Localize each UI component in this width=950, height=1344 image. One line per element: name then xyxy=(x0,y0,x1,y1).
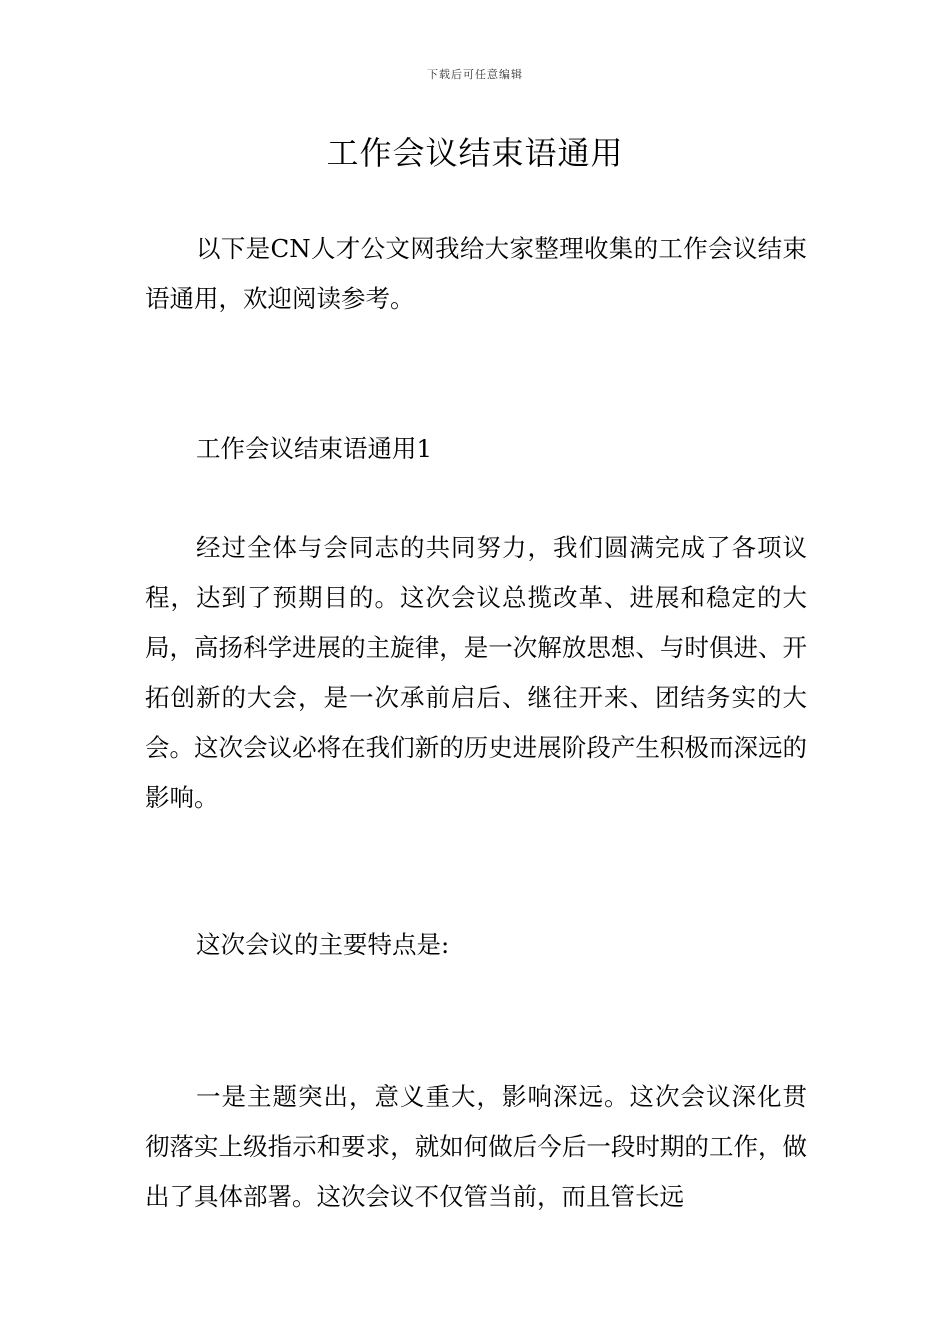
body-paragraph-2: 这次会议的主要特点是: xyxy=(196,930,450,959)
section-heading: 工作会议结束语通用1 xyxy=(196,434,433,463)
header-note: 下载后可任意编辑 xyxy=(427,68,523,81)
body-paragraph-1: 经过全体与会同志的共同努力，我们圆满完成了各项议程，达到了预期目的。这次会议总揽改革、进展和稳定的大局，高扬科学进展的主旋律，是一次解放思想、与时俱进、开拓创新的大会，是一次承前启后、继往开来、团结务实的大会。这次会议必将在我们新的历史进展阶段产生积极而深远的影响。 xyxy=(145,533,807,812)
body-paragraph-3: 一是主题突出，意义重大，影响深远。这次会议深化贯彻落实上级指示和要求，就如何做后今后一段时期的工作，做出了具体部署。这次会议不仅管当前，而且管长远 xyxy=(145,1082,807,1211)
intro-paragraph: 以下是CN人才公文网我给大家整理收集的工作会议结束语通用，欢迎阅读参考。 xyxy=(145,234,807,313)
page-title: 工作会议结束语通用 xyxy=(326,134,624,172)
